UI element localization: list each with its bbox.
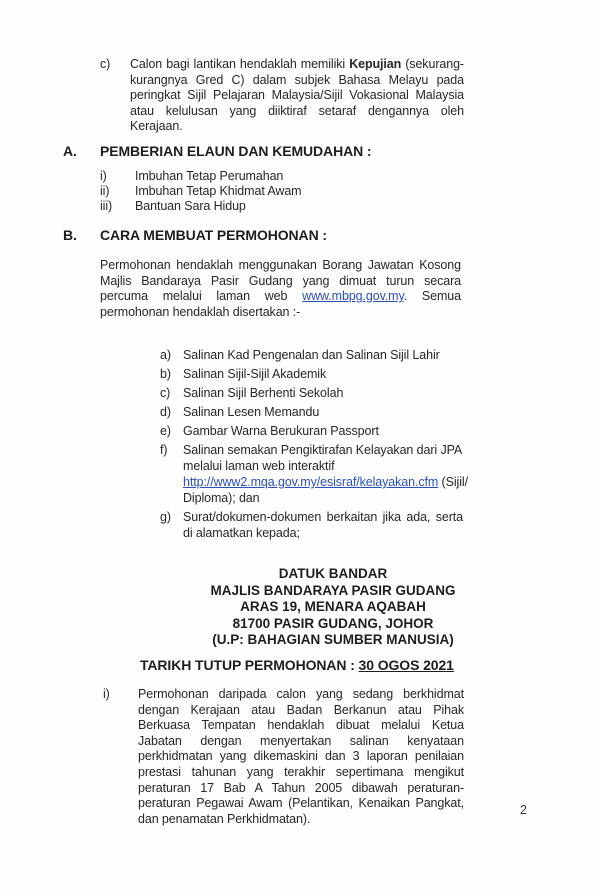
attachment-item: [160, 366, 512, 382]
clause-c-text: [130, 57, 464, 135]
allowance-list: [100, 169, 302, 214]
clause-c-bold: Kepujian: [349, 57, 402, 71]
clause-i-label: i): [103, 687, 110, 701]
application-paragraph-after: . Semua permohonan hendaklah disertakan :-: [100, 289, 461, 319]
attachment-item: [160, 347, 512, 363]
application-paragraph: [100, 258, 461, 320]
section-a-title: PEMBERIAN ELAUN DAN KEMUDAHAN :: [100, 143, 372, 159]
attachment-f-line1: Salinan semakan Pengiktirafan Kelayakan dari JPA: [183, 443, 463, 457]
attachment-item: [160, 404, 512, 420]
address-line: 81700 PASIR GUDANG, JOHOR: [232, 615, 434, 631]
clause-i-text: Permohonan daripada calon yang sedang berkhidmat dengan Kerajaan atau Badan Berkanun atau Pihak Berkuasa Tempatan hendaklah dibuat melalui Ketua Jabatan dengan menyertakan salinan kenyataan perkhidmatan yang dikemaskini dan 3 laporan penilaian prestasi tahunan yang terakhir sepertimana mengikut peraturan 17 Bab A Tahun 2005 dibawah peraturan-peraturan Pegawai Awam (Pelantikan, Kenaikan Pangkat, dan penamatan Perkhidmatan).: [138, 687, 464, 826]
allowance-item: [100, 169, 302, 184]
attachment-item-label: a): [160, 348, 171, 362]
allowance-item-text: Bantuan Sara Hidup: [135, 199, 246, 213]
attachment-item-text: Salinan Kad Pengenalan dan Salinan Sijil Lahir: [183, 348, 440, 362]
allowance-item: [100, 199, 302, 214]
closing-date-label: TARIKH TUTUP PERMOHONAN :: [140, 657, 359, 673]
attachment-g-text: Surat/dokumen-dokumen berkaitan jika ada, serta di alamatkan kepada;: [183, 510, 463, 540]
clause-c-text-before: Calon bagi lantikan hendaklah memiliki: [130, 57, 350, 71]
attachment-item-text: Salinan Sijil-Sijil Akademik: [183, 367, 327, 381]
allowance-item-label: i): [100, 169, 107, 183]
clause-c-text-after: (sekurang-kurangnya Gred C) dalam subjek Bahasa Melayu pada peringkat Sijil Pelajaran Malaysia/Sijil Vokasional Malaysia atau kelulusan yang diiktiraf setaraf dengannya oleh Kerajaan.: [130, 57, 464, 133]
clause-c-label: c): [100, 57, 111, 71]
attachment-item-label: g): [160, 510, 171, 524]
attachment-item-label: f): [160, 443, 168, 457]
address-line: MAJLIS BANDARAYA PASIR GUDANG: [210, 582, 456, 598]
attachment-item-text: Salinan Lesen Memandu: [183, 405, 320, 419]
allowance-item-text: Imbuhan Tetap Perumahan: [135, 169, 284, 183]
section-b-heading: [63, 227, 543, 243]
attachment-item-text: Gambar Warna Berukuran Passport: [183, 424, 379, 438]
section-b-label: B.: [63, 227, 77, 243]
attachment-item-text: Salinan Sijil Berhenti Sekolah: [183, 386, 344, 400]
application-paragraph-before: Permohonan hendaklah menggunakan Borang Jawatan Kosong Majlis Bandaraya Pasir Gudang yang dimuat turun secara percuma melalui laman web: [100, 258, 461, 303]
attachment-f-line4: Diploma); dan: [183, 491, 260, 505]
closing-date-value: 30 OGOS 2021: [358, 657, 454, 673]
allowance-item: [100, 184, 302, 199]
mailing-address: [140, 566, 526, 649]
attachment-f-line2: melalui laman web interaktif: [183, 459, 335, 473]
allowance-item-text: Imbuhan Tetap Khidmat Awam: [135, 184, 302, 198]
attachment-item: [160, 385, 512, 401]
attachment-item-label: e): [160, 424, 171, 438]
attachment-item: [160, 423, 512, 439]
closing-date: [140, 657, 454, 673]
attachment-item-g: [160, 509, 512, 541]
attachment-item-label: c): [160, 386, 171, 400]
page-number: 2: [520, 803, 527, 817]
attachment-f-text: [183, 442, 468, 506]
address-line: (U.P: BAHAGIAN SUMBER MANUSIA): [212, 632, 454, 648]
mqa-website-link[interactable]: http://www2.mqa.gov.my/esisraf/kelayakan.cfm: [183, 475, 439, 489]
section-a-label: A.: [63, 143, 77, 159]
attachment-f-after-link: (Sijil/: [438, 475, 468, 489]
attachment-list: [160, 347, 512, 544]
attachment-item-f: [160, 442, 512, 506]
attachment-item-label: d): [160, 405, 171, 419]
allowance-item-label: iii): [100, 199, 113, 213]
address-line: ARAS 19, MENARA AQABAH: [240, 599, 426, 615]
section-b-title: CARA MEMBUAT PERMOHONAN :: [100, 227, 327, 243]
address-line: DATUK BANDAR: [278, 566, 388, 581]
mbpg-website-link[interactable]: www.mbpg.gov.my: [302, 289, 404, 303]
attachment-item-label: b): [160, 367, 171, 381]
section-a-heading: [63, 143, 543, 159]
clause-c: [100, 57, 464, 135]
allowance-item-label: ii): [100, 184, 110, 198]
clause-i: [103, 687, 465, 827]
